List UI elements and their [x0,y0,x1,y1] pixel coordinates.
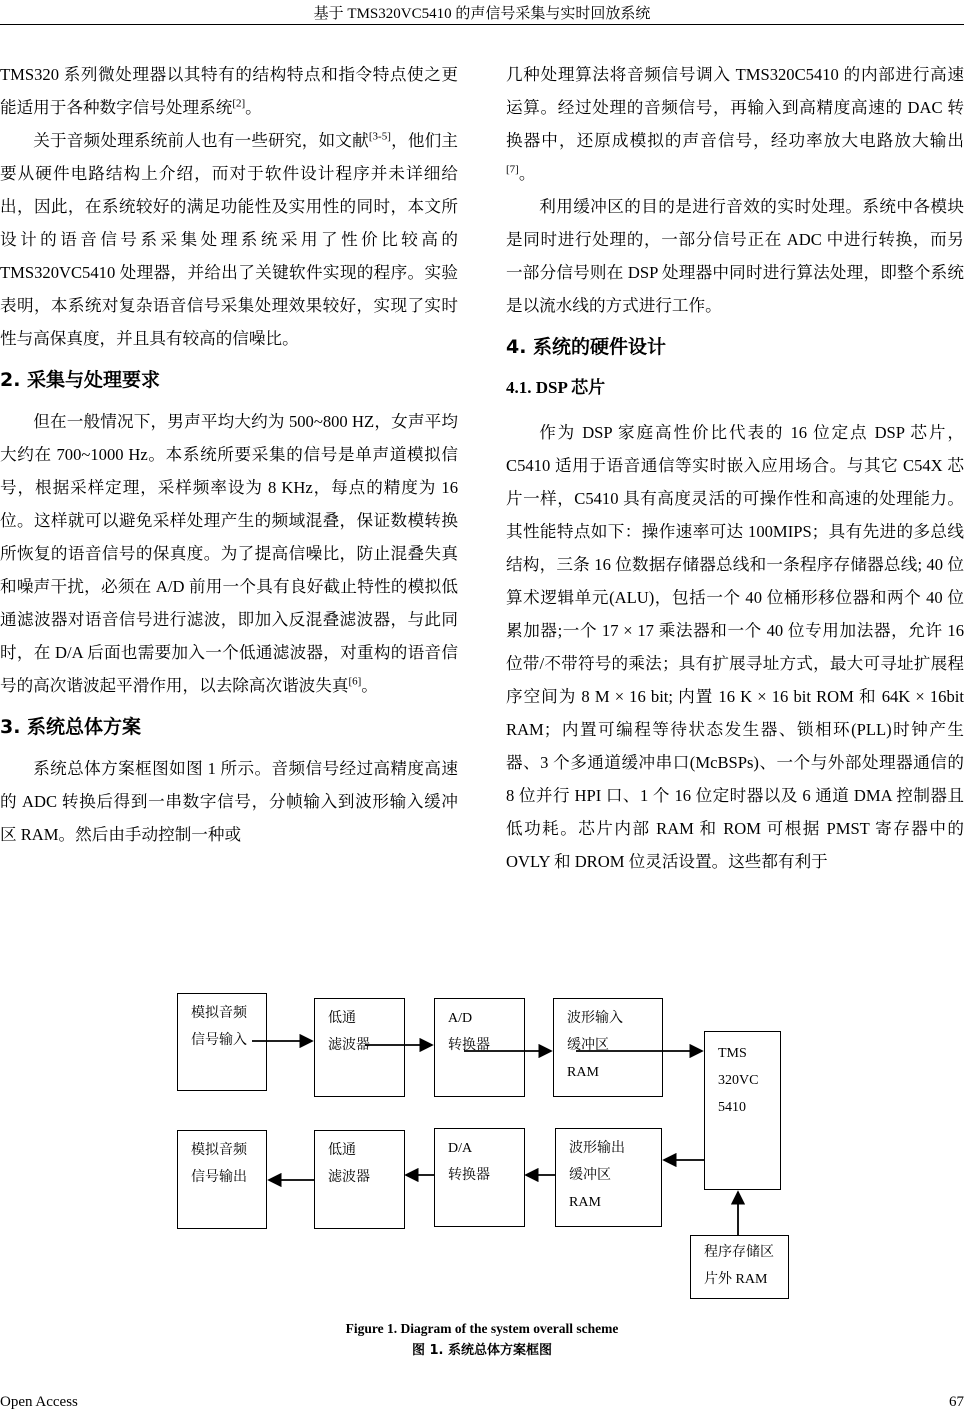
label: RAM [569,1195,601,1210]
label: 信号输入 [191,1033,247,1048]
label: 信号输出 [191,1170,247,1185]
label: 低通 [328,1143,356,1158]
figure-caption-en: Figure 1. Diagram of the system overall scheme [345,1321,619,1336]
section-heading: 2. 采集与处理要求 [0,369,161,391]
label: D/A [448,1141,473,1156]
label: A/D [448,1011,473,1026]
label: 波形输入 [567,1011,623,1026]
label: 波形输出 [569,1141,625,1156]
text: 。 [518,164,536,183]
label: 转换器 [448,1038,490,1053]
paragraph: 利用缓冲区的目的是进行音效的实时处理。系统中各模块是同时进行处理的，一部分信号正在 ADC 中进行转换，而另一部分信号则在 DSP 处理器中同时进行算法处理，即整个系统是以流水线的方式进行工作。 [506,197,964,315]
label: 程序存储区 [704,1245,774,1260]
page-number: 67 [949,1394,964,1410]
text: 。 [361,676,378,695]
subsection-heading: 4.1. DSP 芯片 [506,378,606,397]
label: 模拟音频 [191,1143,247,1158]
text: ，他们主要从硬件电路结构上介绍，而对于软件设计程序并未详细给出，因此，在系统较好的满足功能性及实用性的同时，本文所设计的语音信号系采集处理系统采用了性价比较高的 TMS320VC5410 处理器，并给出了关键软件实现的程序。实验表明，本系统对复杂语音信号采集处理效果较好，实现了实时性与高保真度，并且具有较高的信噪比。 [0,131,459,348]
label: RAM [567,1065,599,1080]
label: 滤波器 [328,1170,370,1185]
text: 但在一般情况下，男声平均大约为 500~800 HZ，女声平均大约在 700~1000 Hz。本系统所要采集的信号是单声道模拟信号，根据采样定理，采样频率设为 8 KHz，每点的精度为 16 位。这样就可以避免采样处理产生的频域混叠，保证数模转换所恢复的语音信号的保真度。为了提高信噪比，防止混叠失真和噪声干扰，必须在 A/D 前用一个具有良好截止特性的模拟低通滤波器对语音信号进行滤波，即加入反混叠滤波器，与此同时，在 D/A 后面也需要加入一个低通滤波器，对重构的语音信号的高次谐波起平滑作用，以去除高次谐波失真 [0,412,458,695]
paragraph: 系统总体方案框图如图 1 所示。音频信号经过高精度高速的 ADC 转换后得到一串数字信号，分帧输入到波形输入缓冲区 RAM。然后由手动控制一种或 [0,759,458,844]
text: 。 [245,98,262,117]
citation: [6] [348,675,362,688]
section-heading: 3. 系统总体方案 [0,716,142,738]
text: TMS320 系列微处理器以其特有的结构特点和指令特点使之更能适用于各种数字信号处理系统 [0,65,458,117]
label: 模拟音频 [191,1006,247,1021]
figure-caption-cn: 图 1. 系统总体方案框图 [411,1343,553,1358]
label: 缓冲区 [569,1168,611,1183]
label: 缓冲区 [567,1038,609,1053]
label: 低通 [328,1011,356,1026]
text: 关于音频处理系统前人也有一些研究，如文献 [33,131,369,150]
label: 片外 RAM [704,1272,768,1287]
footer-left: Open Access [0,1394,78,1410]
citation: [7] [506,163,519,176]
citation: [3-5] [368,130,391,143]
section-heading: 4. 系统的硬件设计 [506,336,667,358]
label: 滤波器 [328,1038,370,1053]
label: 320VC [718,1073,759,1088]
label: 转换器 [448,1168,490,1183]
label: TMS [718,1046,747,1061]
label: 5410 [718,1100,746,1115]
text: 几种处理算法将音频信号调入 TMS320C5410 的内部进行高速运算。经过处理的音频信号，再输入到高精度高速的 DAC 转换器中，还原成模拟的声音信号，经功率放大电路放大输出 [506,65,964,150]
paragraph: 作为 DSP 家庭高性价比代表的 16 位定点 DSP 芯片，C5410 适用于语音通信等实时嵌入应用场合。与其它 C54X 芯片一样，C5410 具有高度灵活的可操作性和高速的处理能力。其性能特点如下：操作速率可达 100MIPS；具有先进的多总线结构，三条 16 位数据存储器总线和一条程序存储器总线; 40 位算术逻辑单元(ALU)，包括一个 40 位桶形移位器和两个 40 位累加器;一个 17 × 17 乘法器和一个 40 位专用加法器，允许 16 位带/不带符号的乘法；具有扩展寻址方式，最大可寻址扩展程序空间为 8 M × 16 bit; 内置 16 K × 16 bit ROM 和 64K × 16bit RAM；内置可编程等待状态发生器、锁相环(PLL)时钟产生器、3 个多通道缓冲串口(McBSPs)、一个与外部处理器通信的 8 位并行 HPI 口、1 个 16 位定时器以及 6 通道 DMA 控制器且低功耗。芯片内部 RAM 和 ROM 可根据 PMST 寄存器中的 OVLY 和 DROM 位灵活设置。这些都有利于 [506,423,964,871]
citation: [2] [232,97,246,110]
running-header: 基于 TMS320VC5410 的声信号采集与实时回放系统 [313,6,651,22]
